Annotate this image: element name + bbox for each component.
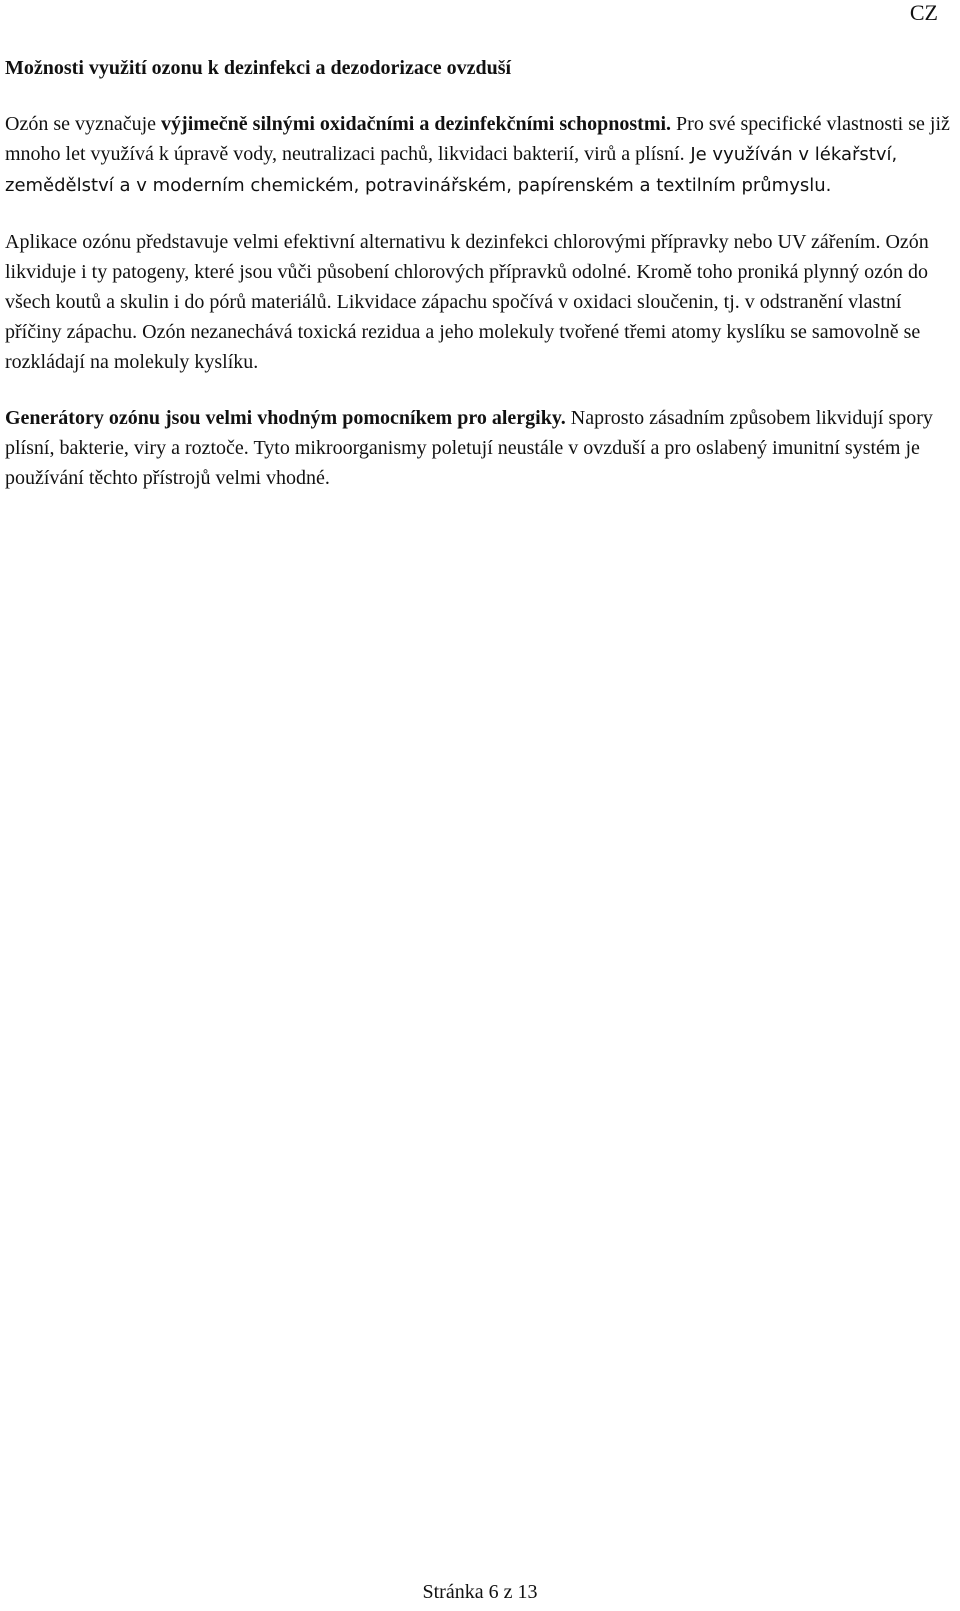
paragraph-body-text: Pro své specifické vlastnosti se již mnoho let využívá k úpravě vody, neutralizaci pachů, likvidaci bakterií, virů a plísní. xyxy=(5,113,950,165)
document-heading: Možnosti využití ozonu k dezinfekci a dezodorizace ovzduší xyxy=(5,57,512,79)
paragraph-intro-text: Ozón se vyznačuje xyxy=(5,113,162,135)
document-body xyxy=(5,53,955,519)
paragraph-allergy xyxy=(5,403,955,493)
paragraph-sans-text: Je využíván v lékařství, zemědělství a v moderním chemickém, potravinářském, papírenském a textilním průmyslu. xyxy=(5,144,898,196)
paragraph-bold-text: Generátory ozónu jsou velmi vhodným pomocníkem pro alergiky. xyxy=(5,407,566,429)
language-code: CZ xyxy=(909,0,938,25)
paragraph-bold-text: výjimečně silnými oxidačními a dezinfekčními schopnostmi. xyxy=(161,113,672,135)
page-number: Stránka 6 z 13 xyxy=(422,1581,538,1603)
paragraph-ozone-properties xyxy=(5,109,955,201)
paragraph-body-text: Naprosto zásadním způsobem likvidují spory plísní, bakterie, viry a roztoče. Tyto mikroorganismy poletují neustále v ovzduší a pro oslabený imunitní systém je používání těchto přístrojů velmi vhodné. xyxy=(5,407,933,489)
paragraph-ozone-application: Aplikace ozónu představuje velmi efektivní alternativu k dezinfekci chlorovými přípravky nebo UV zářením. Ozón likviduje i ty patogeny, které jsou vůči působení chlorových přípravků odolné. Kromě toho proniká plynný ozón do všech koutů a skulin i do pórů materiálů. Likvidace zápachu spočívá v oxidaci sloučenin, tj. v odstranění vlastní příčiny zápachu. Ozón nezanechává toxická rezidua a jeho molekuly tvořené třemi atomy kyslíku se samovolně se rozkládají na molekuly kyslíku. xyxy=(5,231,929,373)
